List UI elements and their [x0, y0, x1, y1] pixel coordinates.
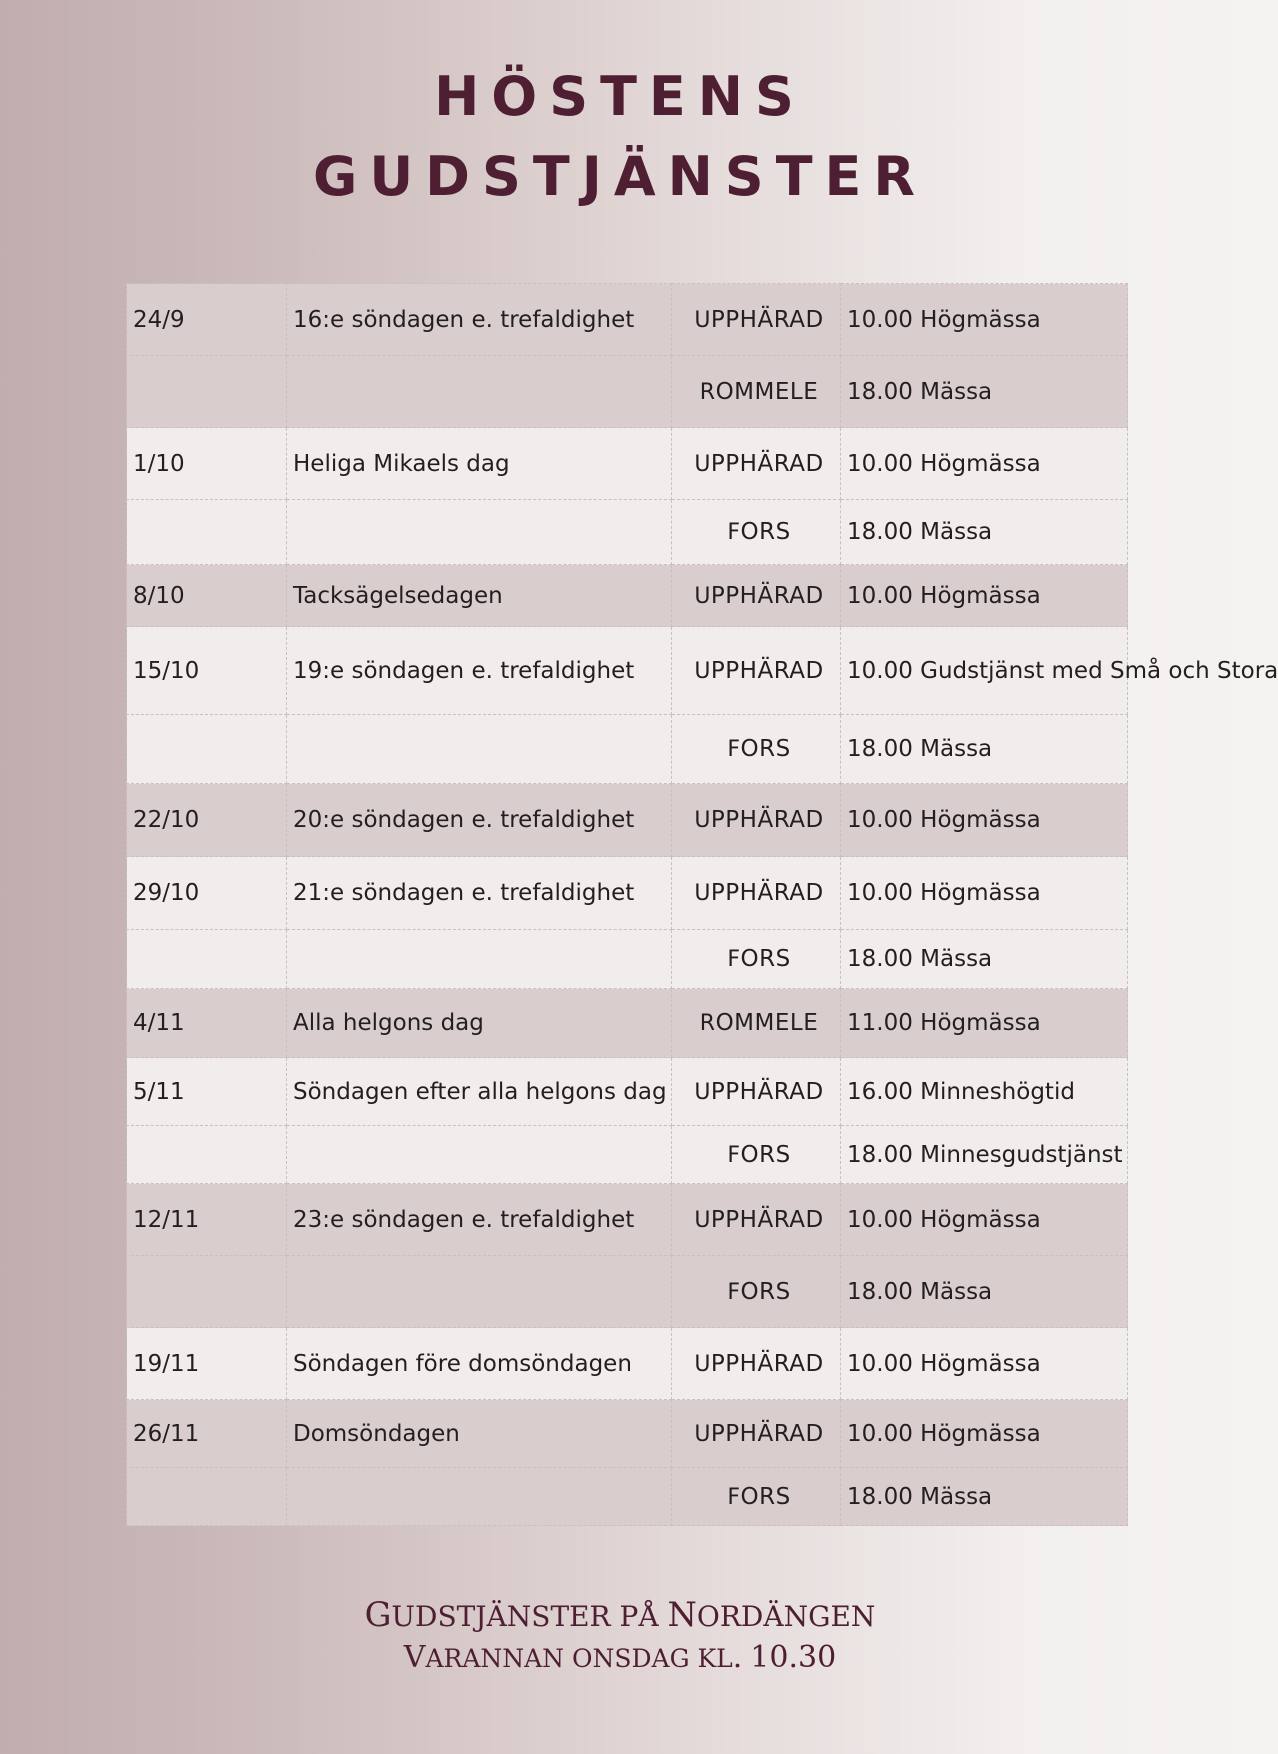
service-time-cell: 10.00 Högmässa: [841, 284, 1128, 356]
service-time-cell: 18.00 Mässa: [841, 1256, 1128, 1328]
service-time-cell: 10.00 Högmässa: [841, 565, 1128, 627]
church-cell: UPPHÄRAD: [672, 1058, 841, 1126]
footer-subheading: [0, 1640, 1240, 1675]
date-cell: [127, 715, 287, 784]
church-cell: UPPHÄRAD: [672, 428, 841, 500]
service-time-cell: 11.00 Högmässa: [841, 989, 1128, 1058]
schedule-row: [127, 784, 1128, 857]
occasion-cell: [287, 1256, 672, 1328]
schedule-row: [127, 1256, 1128, 1328]
service-time-cell: 10.00 Högmässa: [841, 784, 1128, 857]
occasion-cell: [287, 356, 672, 428]
occasion-cell: Heliga Mikaels dag: [287, 428, 672, 500]
church-cell: UPPHÄRAD: [672, 627, 841, 715]
schedule-row: [127, 715, 1128, 784]
service-time-cell: 10.00 Högmässa: [841, 1184, 1128, 1256]
church-cell: ROMMELE: [672, 989, 841, 1058]
church-cell: UPPHÄRAD: [672, 1400, 841, 1468]
occasion-cell: [287, 500, 672, 565]
date-cell: [127, 356, 287, 428]
date-cell: 5/11: [127, 1058, 287, 1126]
occasion-cell: 20:e söndagen e. trefaldighet: [287, 784, 672, 857]
date-cell: 29/10: [127, 857, 287, 930]
schedule-row: [127, 1400, 1128, 1468]
schedule-row: [127, 1184, 1128, 1256]
date-cell: 26/11: [127, 1400, 287, 1468]
service-time-cell: 18.00 Mässa: [841, 930, 1128, 989]
schedule-row: [127, 930, 1128, 989]
church-cell: UPPHÄRAD: [672, 857, 841, 930]
service-time-cell: 10.00 Gudstjänst med Små och Stora: [841, 627, 1128, 715]
schedule-row: [127, 1328, 1128, 1400]
date-cell: 22/10: [127, 784, 287, 857]
schedule-row: [127, 565, 1128, 627]
church-cell: ROMMELE: [672, 356, 841, 428]
service-time-cell: 18.00 Minnesgudstjänst: [841, 1126, 1128, 1184]
occasion-cell: 19:e söndagen e. trefaldighet: [287, 627, 672, 715]
schedule-row: [127, 1468, 1128, 1526]
schedule-row: [127, 284, 1128, 356]
church-cell: FORS: [672, 1256, 841, 1328]
service-schedule-table: [126, 283, 1278, 1526]
occasion-cell: [287, 1126, 672, 1184]
schedule-body: [127, 284, 1278, 1526]
schedule-row: [127, 356, 1128, 428]
date-cell: 19/11: [127, 1328, 287, 1400]
service-time-cell: 18.00 Mässa: [841, 1468, 1128, 1526]
church-cell: UPPHÄRAD: [672, 784, 841, 857]
service-time-cell: 18.00 Mässa: [841, 356, 1128, 428]
date-cell: 12/11: [127, 1184, 287, 1256]
church-cell: FORS: [672, 930, 841, 989]
church-cell: UPPHÄRAD: [672, 565, 841, 627]
occasion-cell: Söndagen efter alla helgons dag: [287, 1058, 672, 1126]
occasion-cell: Söndagen före domsöndagen: [287, 1328, 672, 1400]
church-cell: FORS: [672, 1468, 841, 1526]
date-cell: [127, 1256, 287, 1328]
occasion-cell: 16:e söndagen e. trefaldighet: [287, 284, 672, 356]
occasion-cell: Alla helgons dag: [287, 989, 672, 1058]
schedule-row: [127, 500, 1128, 565]
date-cell: [127, 1126, 287, 1184]
date-cell: 1/10: [127, 428, 287, 500]
schedule-row: [127, 1126, 1128, 1184]
schedule-row: [127, 1058, 1128, 1126]
church-cell: UPPHÄRAD: [672, 1184, 841, 1256]
title-line-2: GUDSTJÄNSTER: [313, 145, 927, 208]
church-cell: FORS: [672, 500, 841, 565]
occasion-cell: Tacksägelsedagen: [287, 565, 672, 627]
footer-heading: [0, 1595, 1240, 1634]
occasion-cell: Domsöndagen: [287, 1400, 672, 1468]
date-cell: 24/9: [127, 284, 287, 356]
date-cell: 8/10: [127, 565, 287, 627]
church-cell: FORS: [672, 1126, 841, 1184]
date-cell: 15/10: [127, 627, 287, 715]
schedule-row: [127, 989, 1128, 1058]
footer-subheading-text: VARANNAN ONSDAG KL. 10.30: [403, 1640, 837, 1675]
church-cell: UPPHÄRAD: [672, 284, 841, 356]
occasion-cell: [287, 715, 672, 784]
schedule-row: [127, 627, 1128, 715]
footer-heading-text: GUDSTJÄNSTER PÅ NORDÄNGEN: [364, 1595, 876, 1634]
service-time-cell: 16.00 Minneshögtid: [841, 1058, 1128, 1126]
service-time-cell: 18.00 Mässa: [841, 500, 1128, 565]
title-line-1: HÖSTENS: [434, 65, 806, 128]
occasion-cell: [287, 1468, 672, 1526]
schedule-row: [127, 428, 1128, 500]
occasion-cell: [287, 930, 672, 989]
service-time-cell: 10.00 Högmässa: [841, 857, 1128, 930]
service-time-cell: 10.00 Högmässa: [841, 1400, 1128, 1468]
date-cell: 4/11: [127, 989, 287, 1058]
schedule-row: [127, 857, 1128, 930]
date-cell: [127, 930, 287, 989]
church-cell: UPPHÄRAD: [672, 1328, 841, 1400]
service-time-cell: 18.00 Mässa: [841, 715, 1128, 784]
service-time-cell: 10.00 Högmässa: [841, 1328, 1128, 1400]
service-time-cell: 10.00 Högmässa: [841, 428, 1128, 500]
date-cell: [127, 500, 287, 565]
church-cell: FORS: [672, 715, 841, 784]
date-cell: [127, 1468, 287, 1526]
occasion-cell: 21:e söndagen e. trefaldighet: [287, 857, 672, 930]
occasion-cell: 23:e söndagen e. trefaldighet: [287, 1184, 672, 1256]
